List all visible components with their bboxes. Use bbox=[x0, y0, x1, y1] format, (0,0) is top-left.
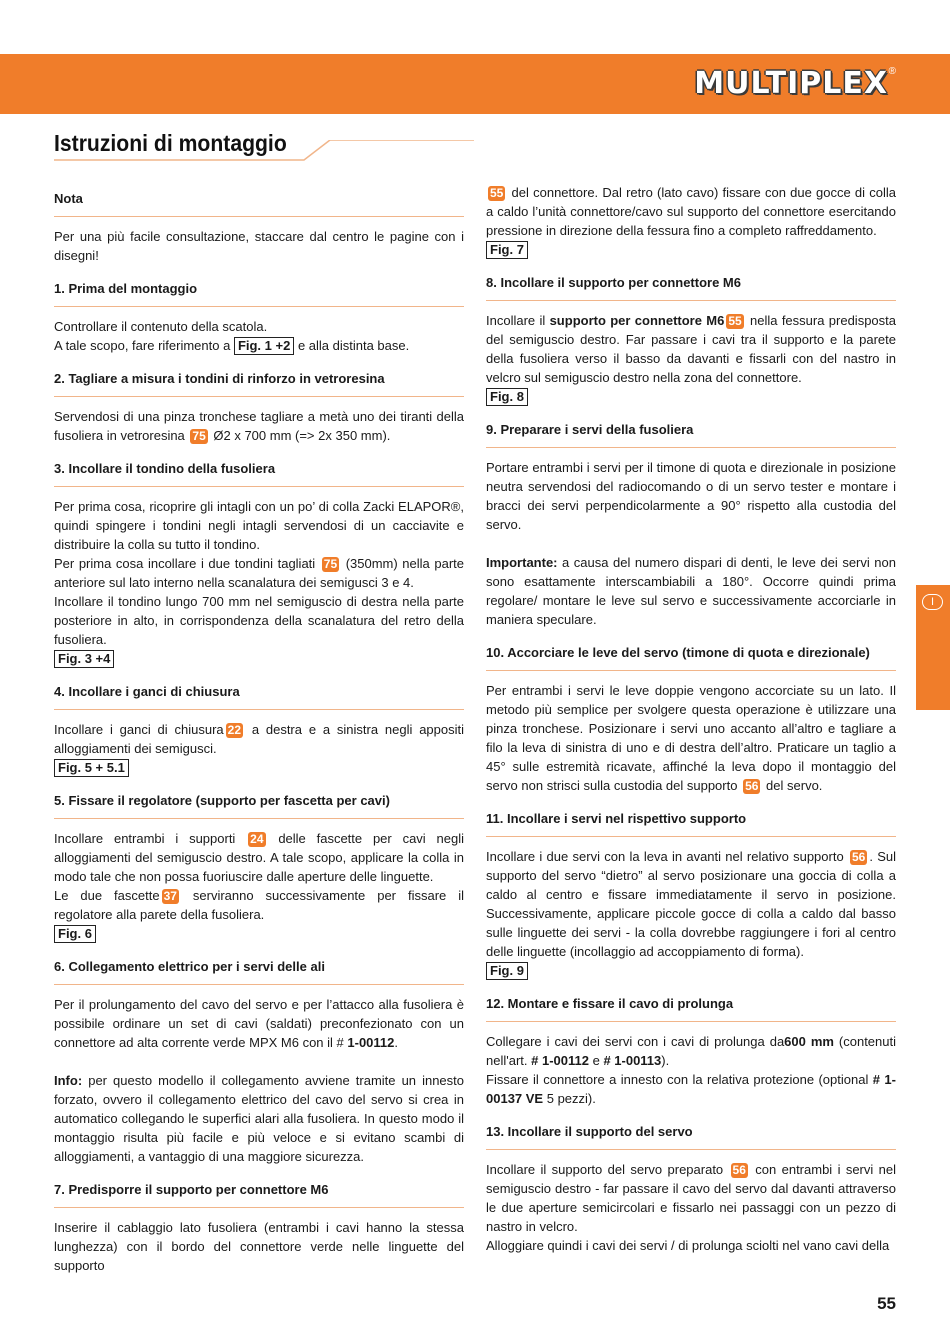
s13-text-2: Alloggiare quindi i cavi dei servi / di prolunga sciolti nel vano cavi della bbox=[486, 1238, 890, 1253]
s3-text-2b: (350mm) nella parte anteriore sul lato interno nella scanalatura dei semigusci 3 e 4. bbox=[54, 556, 464, 590]
heading-section-7: 7. Predisporre il supporto per connettore M6 bbox=[54, 1180, 464, 1208]
s1-text-2a: A tale scopo, fare riferimento a bbox=[54, 338, 234, 353]
language-tab bbox=[916, 585, 950, 710]
s6-text-1a: Per il prolungamento del cavo del servo e per l’attacco alla fusoliera è possibile ordinare un set di cavi (saldati) preconfezionato con un connettore ad alta corrente verde MPX M6 con il # bbox=[54, 997, 464, 1050]
fig-ref-1-2: Fig. 1 +2 bbox=[234, 337, 294, 355]
s7-text: Inserire il cablaggio lato fusoliera (entrambi i cavi hanno la stessa lunghezza) con il bordo del connettore verde nelle linguette del supporto bbox=[54, 1220, 464, 1273]
fig-ref-5: Fig. 5 + 5.1 bbox=[54, 759, 129, 777]
s8-text bbox=[486, 311, 896, 387]
heading-section-9: 9. Preparare i servi della fusoliera bbox=[486, 420, 896, 448]
s8-text-c: nella fessura predisposta del semiguscio destro. Far passare i cavi tra il supporto e la parete della fusoliera verso il basso da davanti e fissarli con del nastro in velcro sul semiguscio destro nella zona del connettore. bbox=[486, 313, 896, 385]
heading-section-2: 2. Tagliare a misura i tondini di rinforzo in vetroresina bbox=[54, 369, 464, 397]
language-tab-label: I bbox=[922, 594, 943, 610]
s12-h2: Fissare il connettore a innesto con la relativa protezione (optional bbox=[486, 1072, 873, 1087]
part-badge-55: 55 bbox=[490, 186, 504, 200]
heading-section-13: 13. Incollare il supporto del servo bbox=[486, 1122, 896, 1150]
s12-b: 600 mm bbox=[784, 1034, 834, 1049]
s11-text bbox=[486, 847, 896, 961]
part-badge-75b: 75 bbox=[323, 557, 338, 571]
s13-text bbox=[486, 1160, 896, 1236]
s3-text-2a: Per prima cosa incollare i due tondini tagliati bbox=[54, 556, 320, 571]
s9-text-1: Portare entrambi i servi per il timone di quota e direzionale in posizione neutra servendosi del radiocomando o di un servo tester e montare i bracci dei servi perpendicolarmente a 90° rispetto alla custodia del servo. bbox=[486, 460, 896, 532]
right-column bbox=[486, 183, 896, 1255]
s13-a: Incollare il supporto del servo preparato bbox=[486, 1162, 729, 1177]
s9-important bbox=[486, 553, 896, 629]
page-title: Istruzioni di montaggio bbox=[54, 130, 287, 156]
s11-text-a: Incollare i due servi con la leva in avanti nel relativo supporto bbox=[486, 849, 848, 864]
s2-text-a: Servendosi di una pinza tronchese tagliare a metà uno dei tiranti della fusoliera in vetroresina bbox=[54, 409, 464, 443]
s12-d: # 1-00112 bbox=[531, 1053, 589, 1068]
s12-i: # 1-00137 VE bbox=[486, 1072, 896, 1106]
s5-text-d: serviranno successivamente per fissare il regolatore alla parete della fusoliera. bbox=[54, 888, 464, 922]
s6-info-text: per questo modello il collegamento avviene tramite un innesto forzato, ovvero il collegamento elettrico del cavo del servo si crea in automatico collegando le superfici alari alla fusoliera. In questo modo il montaggio risulta più facile e più veloce e si evitano scambi di alloggiamenti, a vantaggio di una maggiore sicurezza. bbox=[54, 1073, 464, 1164]
s12-c: (contenuti nell'art. bbox=[486, 1034, 897, 1068]
heading-section-5: 5. Fissare il regolatore (supporto per fascetta per cavi) bbox=[54, 791, 464, 819]
heading-section-12: 12. Montare e fissare il cavo di prolunga bbox=[486, 994, 896, 1022]
s7-continued bbox=[486, 183, 896, 240]
nota-text: Per una più facile consultazione, staccare dal centro le pagine con i disegni! bbox=[54, 229, 464, 263]
heading-section-11: 11. Incollare i servi nel rispettivo supporto bbox=[486, 809, 896, 837]
s12-f: # 1-00113 bbox=[603, 1053, 662, 1068]
s12-e: e bbox=[588, 1053, 604, 1068]
fig-ref-3-4: Fig. 3 +4 bbox=[54, 650, 114, 668]
s3-text-3: Incollare il tondino lungo 700 mm nel semiguscio di destra nella parte posteriore in alto, in corrispondenza della scanalatura del retro della fusoliera. bbox=[54, 594, 464, 647]
s9-important-text: a causa del numero dispari di denti, le leve dei servi non sono esattamente interscambiabili a 180°. Occorre quindi prima regolare/ montare le leve sul servo e successivamente accorciarle in maniera speculare. bbox=[486, 555, 896, 627]
s10-text-b: del servo. bbox=[762, 778, 823, 793]
s12-g: ). bbox=[661, 1053, 670, 1068]
s2-text-b: Ø2 x 700 mm (=> 2x 350 mm). bbox=[209, 428, 391, 443]
s1-text-2b: e alla distinta base. bbox=[294, 338, 410, 353]
s1-text-2 bbox=[54, 336, 464, 355]
s12-text-1 bbox=[486, 1032, 896, 1070]
header-bar bbox=[0, 54, 950, 114]
s6-text-1c: . bbox=[394, 1035, 399, 1050]
heading-section-8: 8. Incollare il supporto per connettore M6 bbox=[486, 273, 896, 301]
part-badge-55b: 55 bbox=[728, 314, 742, 328]
part-badge-37: 37 bbox=[163, 889, 177, 903]
heading-section-10: 10. Accorciare le leve del servo (timone di quota e direzionale) bbox=[486, 643, 896, 671]
s8-text-b: supporto per connettore M6 bbox=[549, 313, 725, 328]
s12-j: 5 pezzi). bbox=[543, 1091, 596, 1106]
fig-ref-9: Fig. 9 bbox=[486, 962, 528, 980]
page-number: 55 bbox=[877, 1294, 896, 1313]
s4-text-b: a destra e a sinistra negli appositi alloggiamenti dei semigusci. bbox=[54, 722, 464, 756]
heading-section-4: 4. Incollare i ganci di chiusura bbox=[54, 682, 464, 710]
registered-mark: ® bbox=[888, 66, 896, 77]
fig-ref-6: Fig. 6 bbox=[54, 925, 96, 943]
s8-text-a: Incollare il bbox=[486, 313, 550, 328]
s1-text-1: Controllare il contenuto della scatola. bbox=[54, 319, 268, 334]
heading-section-1: 1. Prima del montaggio bbox=[54, 279, 464, 307]
title-underline bbox=[54, 140, 474, 162]
s5-text-1 bbox=[54, 829, 464, 886]
s6-text-1 bbox=[54, 995, 464, 1052]
s12-text-2 bbox=[486, 1070, 896, 1108]
s5-text-c: Le due fascette bbox=[54, 888, 160, 903]
s9-important-label: Importante: bbox=[486, 555, 558, 570]
part-badge-56b: 56 bbox=[851, 850, 866, 864]
left-column bbox=[54, 175, 464, 1275]
s13-b: con entrambi i servi nel semiguscio destro - far passare il cavo del servo dal davanti attraverso le due aperture semicircolari e fissarlo nei passaggi con un pezzo di nastro in velcro. bbox=[486, 1162, 897, 1234]
part-badge-24: 24 bbox=[250, 832, 264, 846]
s5-text-2 bbox=[54, 886, 464, 924]
multiplex-logo: MULTIPLEX bbox=[694, 66, 888, 101]
s6-article-number: 1-00112 bbox=[347, 1035, 395, 1050]
s4-text bbox=[54, 720, 464, 758]
s3-text-1: Per prima cosa, ricoprire gli intagli con un po’ di colla Zacki ELAPOR®, quindi spingere i tondini negli intagli servendosi di un cacciavite e distribuire la colla su tutto il tondino. bbox=[54, 499, 464, 552]
s10-text bbox=[486, 681, 896, 795]
part-badge-75: 75 bbox=[192, 429, 206, 443]
s7-continued-text: del connettore. Dal retro (lato cavo) fissare con due gocce di colla a caldo l’unità connettore/cavo sul supporto del connettore esercitando pressione in direzione della fessura fino a completo raffreddamento. bbox=[486, 185, 896, 238]
s2-text bbox=[54, 407, 464, 445]
part-badge-56: 56 bbox=[745, 779, 759, 793]
s3-text-2 bbox=[54, 554, 464, 592]
s5-text-b: delle fascette per cavi negli alloggiamenti del semiguscio destro. A tale scopo, applicare la colla in modo tale che non possa fuoriuscire dalle aperture delle linguette. bbox=[54, 831, 464, 884]
s6-info bbox=[54, 1071, 464, 1166]
fig-ref-7: Fig. 7 bbox=[486, 241, 528, 259]
s10-text-a: Per entrambi i servi le leve doppie vengono accorciate su un lato. Il metodo più semplice per svolgere questa operazione è utilizzare una pinza tronchese. Posizionare i servi uno accanto all’altro e tagliare a filo la leva di sinistra di uno e di destra dell’altro. Praticare un taglio a 45° sulle estremità ricavate, affinché la leva dopo il montaggio del servo non strisci sulla custodia del supporto bbox=[486, 683, 896, 793]
s4-text-a: Incollare i ganci di chiusura bbox=[54, 722, 224, 737]
heading-section-3: 3. Incollare il tondino della fusoliera bbox=[54, 459, 464, 487]
heading-nota: Nota bbox=[54, 189, 464, 217]
s5-text-a: Incollare entrambi i supporti bbox=[54, 831, 247, 846]
s12-a: Collegare i cavi dei servi con i cavi di prolunga da bbox=[486, 1034, 785, 1049]
s11-text-b: . Sul supporto del servo “dietro” al servo posizionare una goccia di colla a caldo al centro e fissare immediatamente il servo in posizione. Successivamente, applicare piccole gocce di colla a caldo dal basso sulle linguette dei servi - la colla dovrebbe raggiungere i fori al centro delle linguette (incollaggio ad accoppiamento di forma). bbox=[486, 849, 896, 959]
heading-section-6: 6. Collegamento elettrico per i servi delle ali bbox=[54, 957, 464, 985]
part-badge-22: 22 bbox=[227, 723, 241, 737]
part-badge-56c: 56 bbox=[732, 1163, 746, 1177]
fig-ref-8: Fig. 8 bbox=[486, 388, 528, 406]
s6-info-label: Info: bbox=[54, 1073, 83, 1088]
